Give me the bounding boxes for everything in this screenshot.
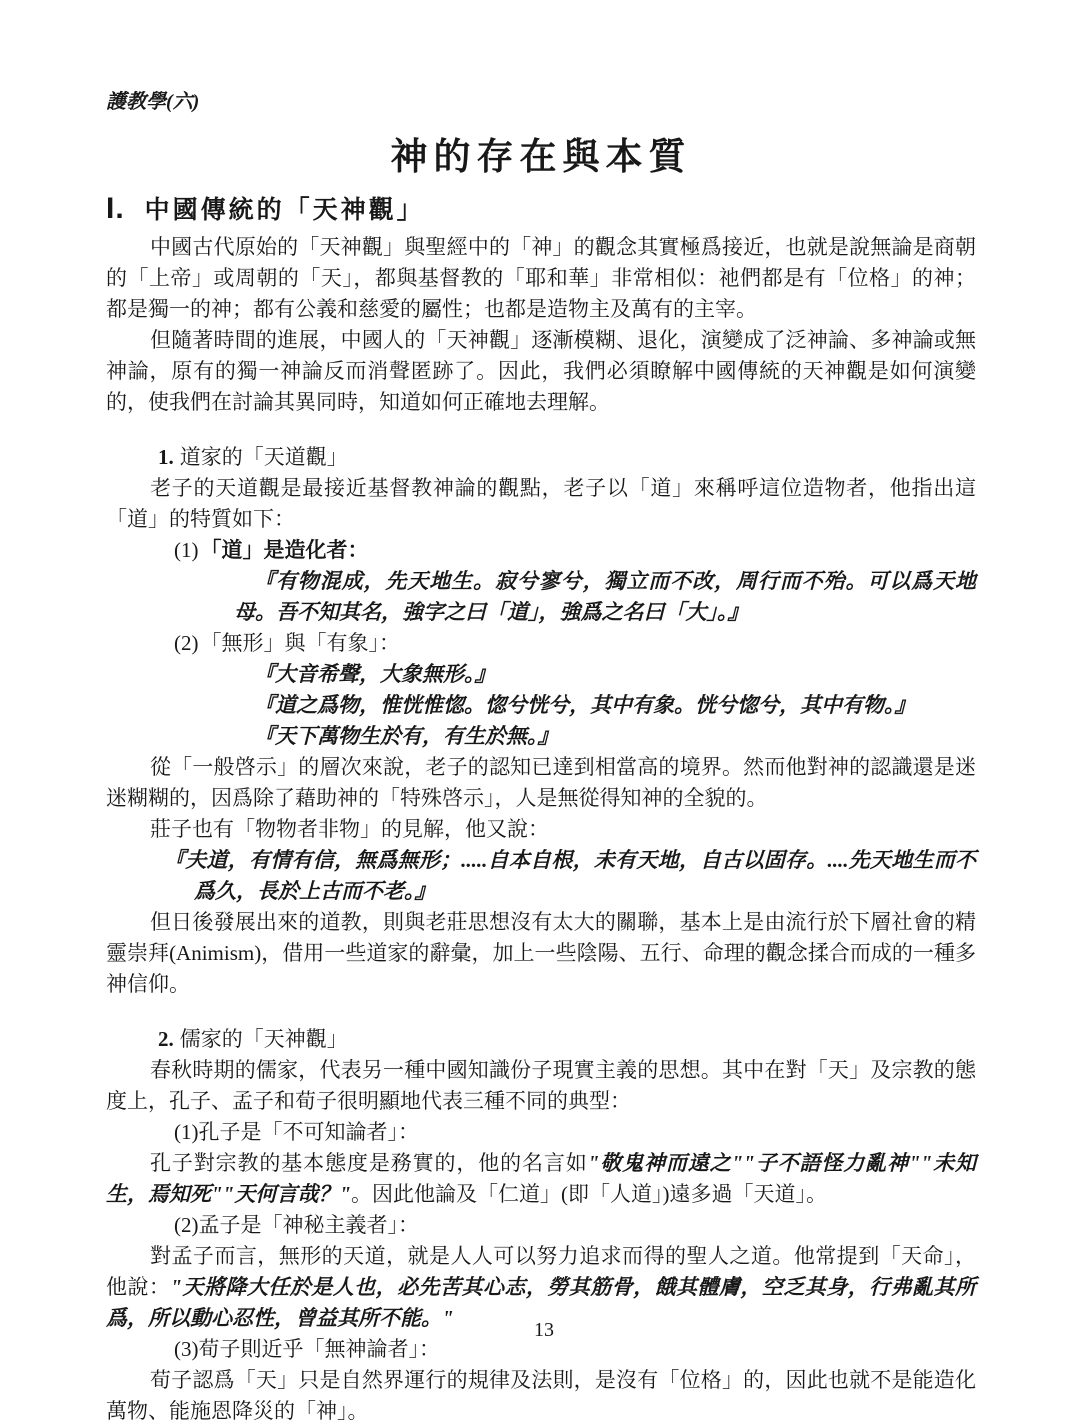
subsection-1-number: 1. [158, 445, 174, 469]
mencius-text-pre: 對孟子而言，無形的天道，就是人人可以努力追求而得的聖人之道。他常提到「天命」，他說： [106, 1244, 976, 1299]
confucius-text-pre: 孔子對宗教的基本態度是務實的，他的名言如 [150, 1151, 588, 1175]
section-numeral: I. [106, 192, 125, 225]
confucius-text-post: 。因此他論及「仁道」(即「人道」)遠多過「天道」。 [350, 1182, 827, 1206]
daoism-development-paragraph: 但日後發展出來的道教，則與老莊思想沒有太大的關聯，基本上是由流行於下層社會的精靈崇拜(Animism)，借用一些道家的辭彙，加上一些陰陽、五行、命理的觀念揉合而成的一種多神信仰。 [106, 910, 976, 996]
list-item-confucius: (1)孔子是「不可知論者」： [174, 1120, 419, 1144]
quote-tianxiawanwu: 『天下萬物生於有，有生於無。』 [254, 724, 559, 748]
list-item-number: (2) [174, 631, 199, 655]
page-title: 神的存在與本質 [390, 137, 692, 178]
subsection-2-heading [158, 1024, 976, 1055]
list-item-dao-creator [174, 535, 976, 566]
list-item-wuxing-youxiang [174, 628, 976, 659]
list-item-mencius: (2)孟子是「神秘主義者」： [174, 1213, 419, 1237]
section-heading [106, 190, 976, 226]
subsection-1-heading [158, 442, 976, 473]
section-title: 中國傳統的「天神觀」 [144, 197, 425, 224]
intro-paragraph-2: 但隨著時間的進展，中國人的「天神觀」逐漸模糊、退化，演變成了泛神論、多神論或無神論，原有的獨一神論反而消聲匿跡了。因此，我們必須瞭解中國傳統的天神觀是如何演變的，使我們在討論其異同時，知道如何正確地去理解。 [106, 328, 976, 414]
subsection-2-number: 2. [158, 1027, 174, 1051]
list-item-xunzi: (3)荀子則近乎「無神論者」： [174, 1337, 440, 1361]
mencius-saying: "天將降大任於是人也，必先苦其心志，勞其筋骨，餓其體膚，空乏其身，行弗亂其所爲，所以動心忍性，曾益其所不能。" [106, 1275, 977, 1330]
laozi-paragraph: 老子的天道觀是最接近基督教神論的觀點，老子以「道」來稱呼這位造物者，他指出這「道」的特質如下： [106, 476, 976, 531]
xunzi-paragraph: 荀子認爲「天」只是自然界運行的規律及法則，是沒有「位格」的，因此也就不是能造化萬物、能施恩降災的「神」。 [106, 1368, 976, 1423]
list-item-title: 「無形」與「有象」： [200, 631, 400, 655]
subsection-2-title: 儒家的「天神觀」 [179, 1027, 348, 1051]
subsection-1-title: 道家的「天道觀」 [179, 445, 348, 469]
quote-daozhiweiwu: 『道之爲物，惟恍惟惚。惚兮恍兮，其中有象。恍兮惚兮，其中有物。』 [254, 693, 916, 717]
confucian-intro-paragraph: 春秋時期的儒家，代表另一種中國知識份子現實主義的思想。其中在對「天」及宗教的態度上，孔子、孟子和荀子很明顯地代表三種不同的典型： [106, 1058, 976, 1113]
page-number: 13 [534, 1319, 554, 1341]
quote-dayin: 『大音希聲，大象無形。』 [254, 662, 496, 686]
general-revelation-paragraph: 從「一般啓示」的層次來說，老子的認知已達到相當高的境界。然而他對神的認識還是迷迷糊糊的，因爲除了藉助神的「特殊啓示」，人是無從得知神的全貌的。 [106, 755, 976, 810]
zhuangzi-paragraph: 莊子也有「物物者非物」的見解，他又說： [150, 817, 549, 841]
list-item-number: (1) [174, 538, 199, 562]
intro-paragraph-1: 中國古代原始的「天神觀」與聖經中的「神」的觀念其實極爲接近，也就是說無論是商朝的「上帝」或周朝的「天」，都與基督教的「耶和華」非常相似：祂們都是有「位格」的神；都是獨一的神；都有公義和慈愛的屬性；也都是造物主及萬有的主宰。 [106, 235, 976, 321]
document-header: 護教學(六) [106, 91, 200, 113]
list-item-title: 「道」是造化者： [200, 538, 369, 562]
confucius-paragraph [106, 1148, 976, 1210]
confucius-sayings: "敬鬼神而遠之""子不語怪力亂神""未知生，焉知死""天何言哉？" [106, 1151, 977, 1206]
quote-fudao: 『夫道，有情有信，無爲無形；.....自本自根，未有天地，自古以固存。....先天地生而不爲久，長於上古而不老。』 [164, 848, 976, 903]
quote-youwuhuncheng: 『有物混成，先天地生。寂兮寥兮，獨立而不改，周行而不殆。可以爲天地母。吾不知其名，強字之曰「道」，強爲之名曰「大」。』 [234, 569, 976, 624]
